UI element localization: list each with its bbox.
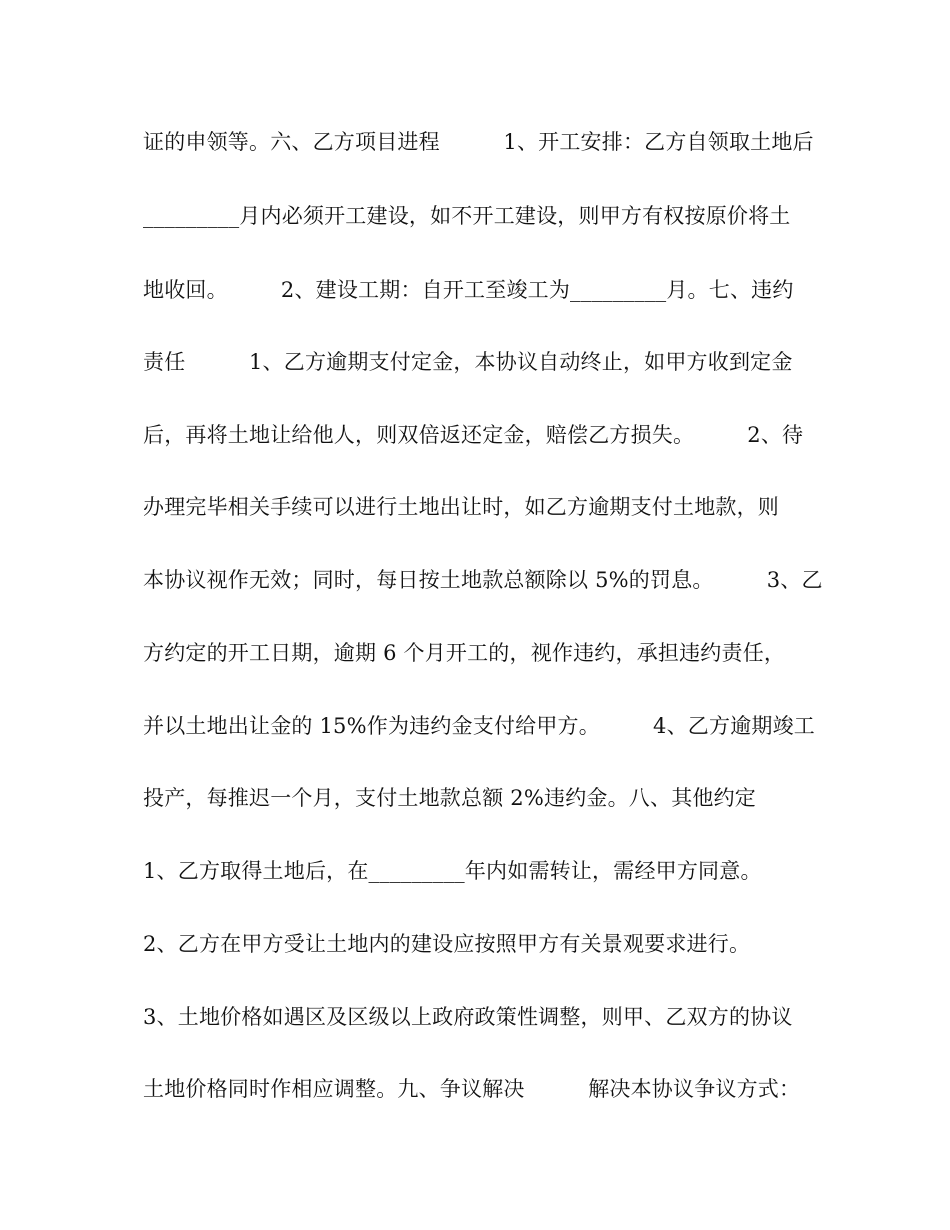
text-line: 投产，每推迟一个月，支付土地款总额 2%违约金。八、其他约定 (143, 786, 756, 810)
text-line: _________月内必须开工建设，如不开工建设，则甲方有权按原价将土 (143, 204, 791, 228)
text-line: 本协议视作无效；同时，每日按土地款总额除以 5%的罚息。 3、乙 (143, 568, 823, 592)
text-line: 责任 1、乙方逾期支付定金，本协议自动终止，如甲方收到定金 (143, 350, 793, 374)
text-line: 并以土地出让金的 15%作为违约金支付给甲方。 4、乙方逾期竣工 (143, 714, 816, 738)
text-line: 后，再将土地让给他人，则双倍返还定金，赔偿乙方损失。 2、待 (143, 423, 804, 447)
text-line: 办理完毕相关手续可以进行土地出让时，如乙方逾期支付土地款，则 (143, 495, 779, 519)
text-line: 土地价格同时作相应调整。九、争议解决 解决本协议争议方式： (143, 1077, 801, 1101)
text-line: 方约定的开工日期，逾期 6 个月开工的，视作违约，承担违约责任， (143, 641, 786, 665)
text-line: 地收回。 2、建设工期：自开工至竣工为_________月。七、违约 (143, 278, 794, 302)
text-line: 2、乙方在甲方受让土地内的建设应按照甲方有关景观要求进行。 (143, 932, 751, 956)
text-line: 证的申领等。六、乙方项目进程 1、开工安排：乙方自领取土地后 (143, 130, 814, 154)
text-line: 1、乙方取得土地后，在_________年内如需转让，需经甲方同意。 (143, 859, 762, 883)
text-line: 3、土地价格如遇区及区级以上政府政策性调整，则甲、乙双方的协议 (143, 1005, 793, 1029)
